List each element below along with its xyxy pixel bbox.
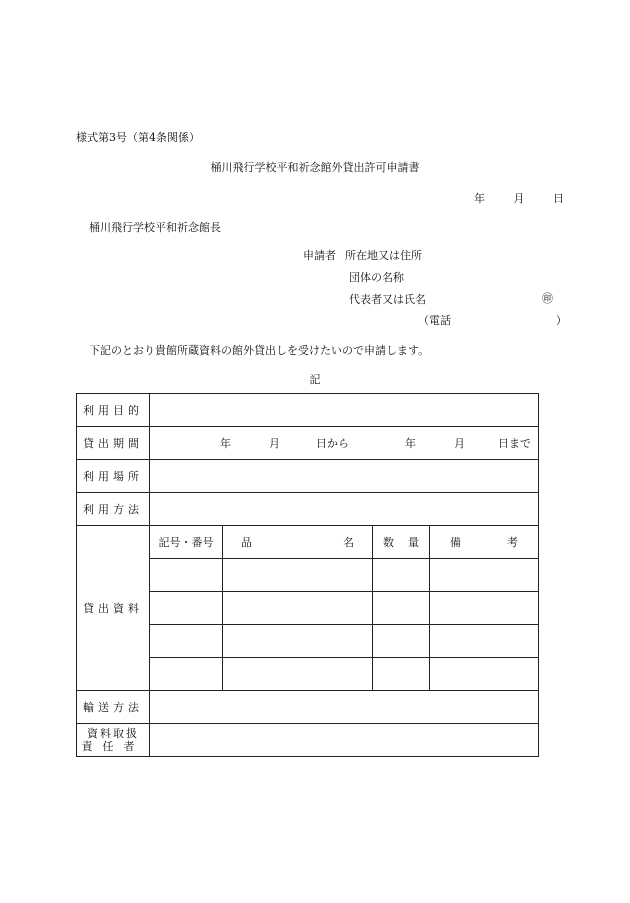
period-year-2: 年 [405,437,416,450]
phone-close-paren: ） [556,314,567,327]
handler-row [77,724,539,757]
place-field[interactable] [150,460,539,493]
col-item-header: 品 名 [223,526,373,559]
period-row [77,427,539,460]
place-label: 利用場所 [77,460,150,493]
transport-row [77,691,539,724]
method-label: 利用方法 [77,493,150,526]
material-qty-cell[interactable] [373,559,430,592]
seal-mark: ㊞ [542,292,553,305]
material-item-cell[interactable] [223,658,373,691]
material-qty-cell[interactable] [373,658,430,691]
handler-label: 資料取扱 責任者 [77,724,150,757]
applicant-org-label: 団体の名称 [349,271,404,284]
handler-field[interactable] [150,724,539,757]
period-month-1: 月 [269,437,280,450]
purpose-field[interactable] [150,394,539,427]
transport-field[interactable] [150,691,539,724]
date-line [474,192,564,206]
col-number-header: 記号・番号 [150,526,223,559]
material-number-cell[interactable] [150,592,223,625]
purpose-row [77,394,539,427]
applicant-rep-label: 代表者又は氏名 [349,293,426,306]
applicant-address-label: 所在地又は住所 [345,249,422,262]
period-field[interactable] [150,427,539,460]
material-note-cell[interactable] [430,625,539,658]
materials-header-row [77,526,539,559]
applicant-label: 申請者 [303,249,336,262]
period-month-2: 月 [454,437,465,450]
material-item-cell[interactable] [223,592,373,625]
materials-label: 貸出資料 [77,526,150,691]
transport-label: 輸送方法 [77,691,150,724]
period-year-1: 年 [220,437,231,450]
form-number: 様式第3号（第4条関係） [76,131,200,144]
document-title: 桶川飛行学校平和祈念館外貸出許可申請書 [210,161,420,174]
period-until: 日まで [498,437,531,450]
period-from: 日から [316,437,349,450]
method-field[interactable] [150,493,539,526]
material-item-cell[interactable] [223,559,373,592]
phone-label: （電話 [418,314,451,327]
date-month: 月 [513,192,525,205]
material-number-cell[interactable] [150,559,223,592]
method-row [77,493,539,526]
material-number-cell[interactable] [150,658,223,691]
application-table [76,393,539,757]
material-note-cell[interactable] [430,658,539,691]
material-note-cell[interactable] [430,592,539,625]
request-statement: 下記のとおり貴館所蔵資料の館外貸出しを受けたいので申請します。 [89,344,430,357]
date-day: 日 [553,192,564,205]
date-year: 年 [474,192,485,205]
material-number-cell[interactable] [150,625,223,658]
col-qty-header: 数 量 [373,526,430,559]
addressee: 桶川飛行学校平和祈念館長 [89,221,221,234]
material-qty-cell[interactable] [373,625,430,658]
place-row [77,460,539,493]
material-note-cell[interactable] [430,559,539,592]
ki-heading: 記 [309,373,321,386]
purpose-label: 利用目的 [77,394,150,427]
col-note-header: 備 考 [430,526,539,559]
period-label: 貸出期間 [77,427,150,460]
material-qty-cell[interactable] [373,592,430,625]
material-item-cell[interactable] [223,625,373,658]
